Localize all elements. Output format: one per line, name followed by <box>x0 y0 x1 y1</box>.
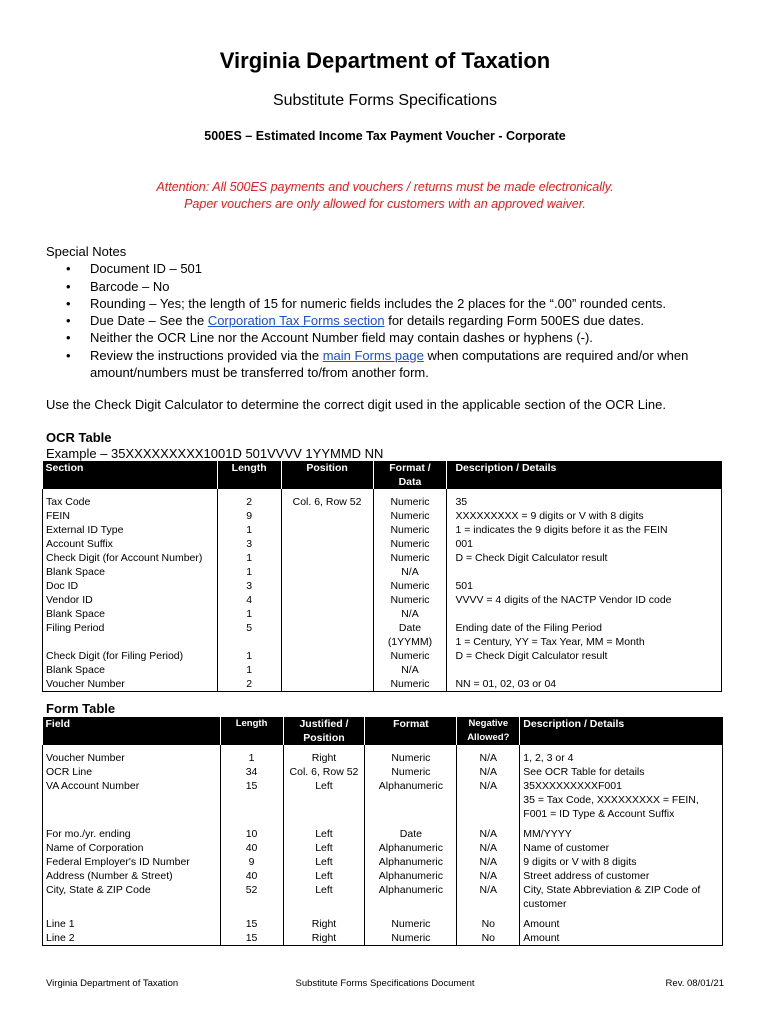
table-cell: Col. 6, Row 52 <box>283 765 365 779</box>
table-cell: N/A <box>373 607 447 621</box>
table-cell <box>281 537 373 551</box>
table-cell: MM/YYYY <box>520 827 723 841</box>
table-row <box>43 855 723 869</box>
table-cell: Numeric <box>373 649 447 663</box>
table-cell: 3 <box>217 537 281 551</box>
table-row <box>43 537 722 551</box>
form-table-header-cell: Length <box>220 717 283 745</box>
table-cell <box>281 663 373 677</box>
table-cell: Blank Space <box>43 607 218 621</box>
note-review <box>90 347 736 382</box>
table-cell: D = Check Digit Calculator result <box>447 649 722 663</box>
main-forms-page-link[interactable]: main Forms page <box>322 347 424 363</box>
form-table <box>42 717 723 946</box>
ocr-table-header-cell: Section <box>43 461 218 489</box>
table-cell <box>281 649 373 663</box>
table-cell: Right <box>283 751 365 765</box>
table-cell: 40 <box>220 841 283 855</box>
table-cell: 2 <box>217 495 281 509</box>
note-due-date-pre: Due Date – See the <box>90 313 208 329</box>
table-cell: Right <box>283 917 365 931</box>
table-cell <box>281 621 373 649</box>
table-cell: Numeric <box>365 765 457 779</box>
table-cell: Blank Space <box>43 565 218 579</box>
footer-left: Virginia Department of Taxation <box>46 978 179 989</box>
page-subtitle: Substitute Forms Specifications <box>272 92 498 109</box>
table-cell: N/A <box>457 883 520 911</box>
table-cell: 1 <box>217 649 281 663</box>
table-cell: NN = 01, 02, 03 or 04 <box>447 677 722 692</box>
note-doc-id: • Document ID – 501 <box>90 260 736 277</box>
ocr-example: Example – 35XXXXXXXXX1001D 501VVVV 1YYMMD NN <box>46 446 384 461</box>
table-row <box>43 607 722 621</box>
table-cell: 52 <box>220 883 283 911</box>
table-cell: See OCR Table for details <box>520 765 723 779</box>
table-cell: Voucher Number <box>43 751 221 765</box>
footer-right: Rev. 08/01/21 <box>665 978 724 989</box>
table-row <box>43 551 722 565</box>
table-cell: Right <box>283 931 365 946</box>
form-table-title: Form Table <box>46 701 116 716</box>
table-cell: 40 <box>220 869 283 883</box>
table-cell: 501 <box>447 579 722 593</box>
table-cell: Col. 6, Row 52 <box>281 495 373 509</box>
table-cell: Account Suffix <box>43 537 218 551</box>
table-cell: Left <box>283 883 365 911</box>
table-cell: Filing Period <box>43 621 218 649</box>
table-row <box>43 841 723 855</box>
table-cell: Tax Code <box>43 495 218 509</box>
table-cell: 10 <box>220 827 283 841</box>
table-cell: Doc ID <box>43 579 218 593</box>
table-cell: 001 <box>447 537 722 551</box>
table-row <box>43 827 723 841</box>
attention-line-1: Attention: All 500ES payments and vouchers / returns must be made electronically. <box>156 180 614 194</box>
table-cell: Numeric <box>373 551 447 565</box>
table-cell: Left <box>283 827 365 841</box>
table-cell: 9 <box>220 855 283 869</box>
table-cell: Name of customer <box>520 841 723 855</box>
table-cell: Voucher Number <box>43 677 218 692</box>
table-cell: Numeric <box>365 917 457 931</box>
table-cell: 1 <box>217 565 281 579</box>
table-cell: 1 <box>217 523 281 537</box>
check-digit-note: Use the Check Digit Calculator to determine the correct digit used in the applicable section of the OCR Line. <box>46 397 666 412</box>
table-cell: 35 <box>447 495 722 509</box>
table-row <box>43 593 722 607</box>
table-row <box>43 751 723 765</box>
form-table-header-cell: Format <box>365 717 457 745</box>
ocr-table-header-cell: Description / Details <box>447 461 722 489</box>
table-cell: 35XXXXXXXXXF001 35 = Tax Code, XXXXXXXXX = FEIN, F001 = ID Type & Account Suffix <box>520 779 723 821</box>
table-cell: No <box>457 917 520 931</box>
ocr-table <box>42 461 722 692</box>
attention-line-2: Paper vouchers are only allowed for customers with an approved waiver. <box>184 197 586 211</box>
table-cell: VVVV = 4 digits of the NACTP Vendor ID code <box>447 593 722 607</box>
table-row <box>43 579 722 593</box>
table-cell: 3 <box>217 579 281 593</box>
table-cell: Vendor ID <box>43 593 218 607</box>
note-due-date-post: for details regarding Form 500ES due dates. <box>384 313 645 329</box>
table-cell: Numeric <box>373 495 447 509</box>
note-due-date <box>90 312 736 329</box>
table-row <box>43 765 723 779</box>
table-cell: Blank Space <box>43 663 218 677</box>
table-cell: 9 digits or V with 8 digits <box>520 855 723 869</box>
table-cell: N/A <box>457 827 520 841</box>
table-cell: N/A <box>373 663 447 677</box>
table-row <box>43 931 723 946</box>
table-cell: Left <box>283 869 365 883</box>
special-notes-list <box>46 260 736 381</box>
form-table-header-row <box>43 717 723 745</box>
table-cell: 5 <box>217 621 281 649</box>
table-cell: 9 <box>217 509 281 523</box>
note-review-post: when computations are required and/or when amount/numbers must be transferred to/from another form. <box>90 347 689 381</box>
table-cell: N/A <box>457 779 520 821</box>
table-cell <box>447 565 722 579</box>
table-row <box>43 649 722 663</box>
table-cell: No <box>457 931 520 946</box>
table-cell <box>281 523 373 537</box>
table-cell: City, State Abbreviation & ZIP Code of customer <box>520 883 723 911</box>
note-rounding: • Rounding – Yes; the length of 15 for numeric fields includes the 2 places for the “.00” rounded cents. <box>90 295 736 312</box>
table-cell: 1 <box>217 551 281 565</box>
form-table-header-cell: Description / Details <box>520 717 723 745</box>
table-cell: 15 <box>220 917 283 931</box>
page-title: Virginia Department of Taxation <box>219 48 551 73</box>
table-cell: Left <box>283 841 365 855</box>
footer-center: Substitute Forms Specifications Document <box>295 978 475 989</box>
table-cell: For mo./yr. ending <box>43 827 221 841</box>
table-cell: Alphanumeric <box>365 869 457 883</box>
table-cell: N/A <box>457 751 520 765</box>
table-cell <box>447 663 722 677</box>
table-cell: External ID Type <box>43 523 218 537</box>
table-cell: Alphanumeric <box>365 855 457 869</box>
table-cell: VA Account Number <box>43 779 221 821</box>
table-row <box>43 495 722 509</box>
table-cell: Federal Employer's ID Number <box>43 855 221 869</box>
ocr-table-header-cell: Format / Data <box>373 461 447 489</box>
table-cell: N/A <box>457 841 520 855</box>
table-cell: N/A <box>373 565 447 579</box>
table-cell: N/A <box>457 855 520 869</box>
table-cell: Address (Number & Street) <box>43 869 221 883</box>
table-cell <box>281 607 373 621</box>
table-cell: 1 = indicates the 9 digits before it as the FEIN <box>447 523 722 537</box>
table-cell: Left <box>283 855 365 869</box>
table-cell <box>281 551 373 565</box>
table-row <box>43 523 722 537</box>
corporation-tax-forms-link[interactable]: Corporation Tax Forms section <box>207 313 385 329</box>
table-cell: Date (1YYMM) <box>373 621 447 649</box>
form-title: 500ES – Estimated Income Tax Payment Voucher - Corporate <box>204 129 566 143</box>
table-cell: Line 1 <box>43 917 221 931</box>
table-cell: N/A <box>457 869 520 883</box>
special-notes-heading: Special Notes <box>46 244 127 259</box>
table-cell: N/A <box>457 765 520 779</box>
table-cell: Line 2 <box>43 931 221 946</box>
table-cell: Left <box>283 779 365 821</box>
table-row <box>43 621 722 649</box>
table-cell: 15 <box>220 931 283 946</box>
table-cell <box>281 579 373 593</box>
table-cell: City, State & ZIP Code <box>43 883 221 911</box>
note-barcode: • Barcode – No <box>90 278 736 295</box>
table-cell <box>281 677 373 692</box>
note-review-pre: Review the instructions provided via the <box>90 347 323 363</box>
table-cell: Check Digit (for Filing Period) <box>43 649 218 663</box>
form-table-header-cell: Field <box>43 717 221 745</box>
table-cell: Alphanumeric <box>365 883 457 911</box>
table-cell: OCR Line <box>43 765 221 779</box>
table-cell: Alphanumeric <box>365 779 457 821</box>
table-cell: Numeric <box>373 579 447 593</box>
table-cell: Numeric <box>365 931 457 946</box>
table-cell <box>447 607 722 621</box>
ocr-table-header-row <box>43 461 722 489</box>
table-cell: Numeric <box>373 509 447 523</box>
table-cell: Amount <box>520 917 723 931</box>
ocr-table-title: OCR Table <box>46 430 112 445</box>
table-row <box>43 509 722 523</box>
table-row <box>43 677 722 692</box>
form-table-header-cell: Negative Allowed? <box>457 717 520 745</box>
table-cell: Numeric <box>373 593 447 607</box>
table-cell: Ending date of the Filing Period 1 = Century, YY = Tax Year, MM = Month <box>447 621 722 649</box>
table-row <box>43 663 722 677</box>
table-cell: D = Check Digit Calculator result <box>447 551 722 565</box>
table-cell: 2 <box>217 677 281 692</box>
table-row <box>43 779 723 821</box>
table-cell: 1 <box>220 751 283 765</box>
table-cell: Numeric <box>373 537 447 551</box>
table-cell: Check Digit (for Account Number) <box>43 551 218 565</box>
table-cell: Numeric <box>373 523 447 537</box>
table-cell: 15 <box>220 779 283 821</box>
note-ocr: • Neither the OCR Line nor the Account Number field may contain dashes or hyphens (-). <box>90 329 736 346</box>
table-cell: FEIN <box>43 509 218 523</box>
ocr-table-header-cell: Length <box>217 461 281 489</box>
ocr-table-header-cell: Position <box>281 461 373 489</box>
table-cell: Date <box>365 827 457 841</box>
table-cell: XXXXXXXXX = 9 digits or V with 8 digits <box>447 509 722 523</box>
table-cell <box>281 509 373 523</box>
table-cell <box>281 565 373 579</box>
form-table-header-cell: Justified / Position <box>283 717 365 745</box>
table-cell: 1 <box>217 663 281 677</box>
table-cell: Alphanumeric <box>365 841 457 855</box>
table-cell: Numeric <box>373 677 447 692</box>
attention-notice <box>0 179 770 213</box>
special-notes <box>46 243 736 381</box>
table-cell: 1 <box>217 607 281 621</box>
table-row <box>43 917 723 931</box>
table-row <box>43 869 723 883</box>
table-cell: 34 <box>220 765 283 779</box>
table-cell: Name of Corporation <box>43 841 221 855</box>
table-row <box>43 565 722 579</box>
table-cell: 1, 2, 3 or 4 <box>520 751 723 765</box>
table-cell: Amount <box>520 931 723 946</box>
table-cell: Numeric <box>365 751 457 765</box>
table-cell: Street address of customer <box>520 869 723 883</box>
table-row <box>43 883 723 911</box>
table-cell <box>281 593 373 607</box>
table-cell: 4 <box>217 593 281 607</box>
